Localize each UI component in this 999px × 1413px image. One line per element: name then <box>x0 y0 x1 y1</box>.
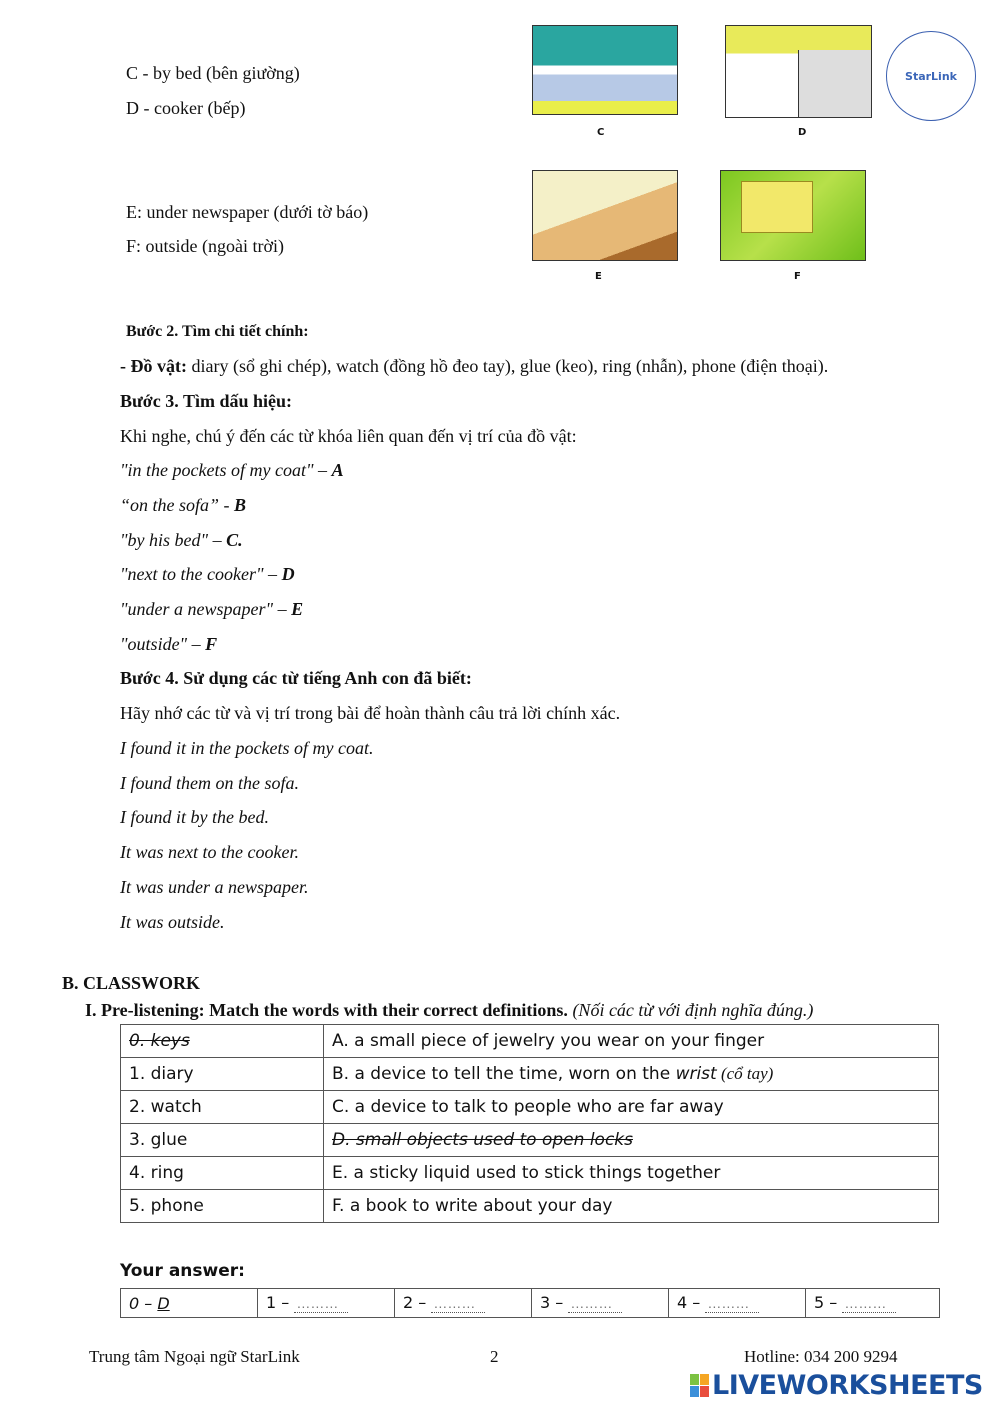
table-row: 1. diary B. a device to tell the time, worn on the wrist (cổ tay) <box>121 1058 939 1091</box>
table-row: 3. glue D. small objects used to open locks <box>121 1124 939 1157</box>
picture-bed <box>532 25 678 115</box>
place-c: C - by bed (bên giường) <box>126 63 300 83</box>
sentence: I found it in the pockets of my coat. <box>120 738 374 758</box>
clue: "outside" – F <box>120 634 218 654</box>
sentence: It was under a newspaper. <box>120 877 309 897</box>
starlink-logo: StarLink <box>886 31 976 121</box>
clue: "by his bed" – C. <box>120 530 243 550</box>
items-label: - Đồ vật: <box>120 356 187 376</box>
task-title: I. Pre-listening: Match the words with their correct definitions. <box>85 1000 568 1020</box>
place-f: F: outside (ngoài trời) <box>126 236 285 256</box>
sentence: It was next to the cooker. <box>120 842 299 862</box>
answer-input-2[interactable] <box>431 1294 485 1313</box>
step2-title: Bước 2. Tìm chi tiết chính: <box>126 323 309 340</box>
step4-intro: Hãy nhớ các từ và vị trí trong bài để hoàn thành câu trả lời chính xác. <box>120 703 621 723</box>
answer-table: 0 – D 1 – ……… 2 – ……… 3 – ……… 4 – ……… 5 – ……… <box>120 1288 940 1318</box>
task-title-vi: (Nối các từ với định nghĩa đúng.) <box>567 1000 814 1020</box>
place-d: D - cooker (bếp) <box>126 98 246 118</box>
clue: "next to the cooker" – D <box>120 564 295 584</box>
picture-cooker <box>725 25 872 118</box>
picture-label-e: E <box>595 271 602 282</box>
picture-label-c: C <box>597 127 605 138</box>
step4-title: Bước 4. Sử dụng các từ tiếng Anh con đã biết: <box>120 668 472 688</box>
footer-center-name: Trung tâm Ngoại ngữ StarLink <box>89 1347 300 1366</box>
answer-input-5[interactable] <box>842 1294 896 1313</box>
sentence: I found it by the bed. <box>120 807 269 827</box>
table-row: 5. phone F. a book to write about your day <box>121 1190 939 1223</box>
answer-input-1[interactable] <box>294 1294 348 1313</box>
picture-label-d: D <box>798 127 807 138</box>
sentence: I found them on the sofa. <box>120 773 299 793</box>
answer-input-3[interactable] <box>568 1294 622 1313</box>
example-answer: D <box>157 1293 170 1313</box>
picture-newspaper <box>532 170 678 261</box>
footer-hotline: Hotline: 034 200 9294 <box>744 1347 898 1366</box>
classwork-title: B. CLASSWORK <box>62 973 201 993</box>
table-row: 2. watch C. a device to talk to people who are far away <box>121 1091 939 1124</box>
items-text: diary (sổ ghi chép), watch (đồng hồ đeo tay), glue (keo), ring (nhẫn), phone (điện thoại). <box>186 356 829 376</box>
clue: “on the sofa” - B <box>120 495 247 515</box>
clue: "under a newspaper" – E <box>120 599 304 619</box>
table-row: 0. keys A. a small piece of jewelry you wear on your finger <box>121 1025 939 1058</box>
live-icon <box>690 1374 709 1397</box>
page-number: 2 <box>490 1347 499 1366</box>
sentence: It was outside. <box>120 912 225 932</box>
answer-input-4[interactable] <box>705 1294 759 1313</box>
clue: "in the pockets of my coat" – A <box>120 460 344 480</box>
picture-label-f: F <box>794 271 801 282</box>
step3-intro: Khi nghe, chú ý đến các từ khóa liên quan đến vị trí của đồ vật: <box>120 426 577 446</box>
picture-outside <box>720 170 866 261</box>
answer-label: Your answer: <box>120 1261 245 1281</box>
table-row: 4. ring E. a sticky liquid used to stick things together <box>121 1157 939 1190</box>
matching-table <box>120 1024 939 1223</box>
liveworksheets-logo: LIVEWORKSHEETS <box>690 1374 983 1397</box>
place-e: E: under newspaper (dưới tờ báo) <box>126 202 369 222</box>
step3-title: Bước 3. Tìm dấu hiệu: <box>120 391 292 411</box>
